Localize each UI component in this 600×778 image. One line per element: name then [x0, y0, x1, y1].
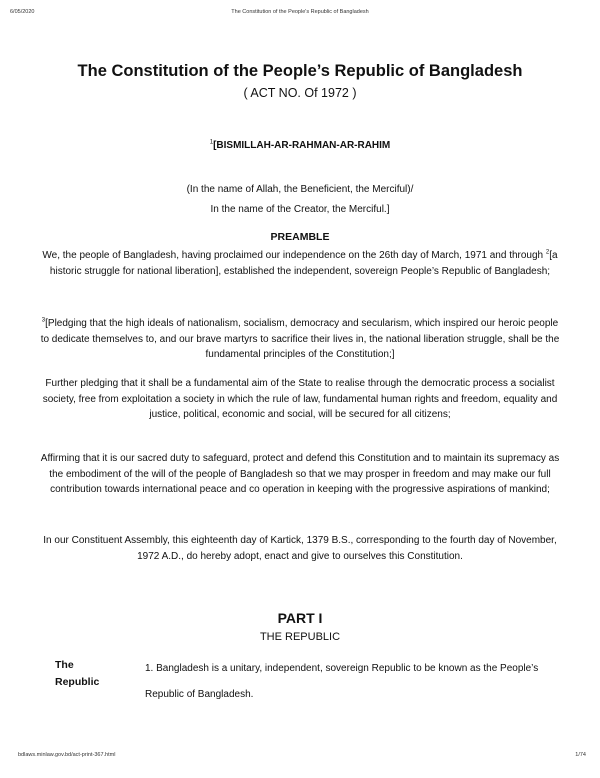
preamble-paragraph-4: Affirming that it is our sacred duty to safeguard, protect and defend this Constitution and to maintain its supremacy as the embodiment of the will of the people of Bangladesh so that we may prosper in freedom and may make our full contribution towards international peace and co operation in keeping with the progressive aspirations of mankind;: [40, 453, 560, 495]
invocation-line-2: In the name of the Creator, the Merciful.]: [210, 204, 390, 215]
footnote-ref-1[interactable]: 1: [209, 139, 214, 146]
preamble-paragraph-3: Further pledging that it shall be a fundamental aim of the State to realise through the democratic process a socialist society, free from exploitation a society in which the rule of law, fundamental human rights and freedom, equality and justice, political, economic and social, will be secured for all citizens;: [42, 378, 558, 420]
page-number: 1/74: [575, 752, 586, 758]
document-title: The Constitution of the People’s Republic of Bangladesh: [77, 62, 523, 80]
bismillah-text: [BISMILLAH-AR-RAHMAN-AR-RAHIM: [213, 140, 391, 151]
act-number: ( ACT NO. Of 1972 ): [243, 86, 357, 100]
preamble-paragraph-5: In our Constituent Assembly, this eighteenth day of Kartick, 1379 B.S., corresponding to the fourth day of November, 1972 A.D., do hereby adopt, enact and give to ourselves this Constitution.: [43, 535, 557, 562]
part-subheading: THE REPUBLIC: [259, 631, 341, 643]
side-heading-line-2: Republic: [55, 676, 100, 688]
footnote-ref-3[interactable]: 3: [41, 317, 46, 324]
footnote-ref-2[interactable]: 2: [545, 249, 550, 256]
print-header-title: The Constitution of the People's Republic of Bangladesh: [231, 9, 369, 15]
p2-text: [Pledging that the high ideals of nationalism, socialism, democracy and secularism, which inspired our heroic people to dedicate themselves to, and our brave martyrs to sacrifice their lives in, the national liberation struggle, shall be the fundamental principles of the Constitution;]: [40, 318, 560, 360]
invocation: [40, 180, 560, 220]
p1-text-b: [a historic struggle for national liberation], established the independent, sovereign People’s Republic of Bangladesh;: [49, 250, 558, 277]
article-side-heading: [55, 657, 125, 691]
preamble-heading: PREAMBLE: [270, 231, 330, 243]
side-heading-line-1: The: [55, 659, 74, 671]
bismillah-heading: [40, 140, 560, 151]
p1-text-a: We, the people of Bangladesh, having proclaimed our independence on the 26th day of March, 1971 and through: [42, 250, 546, 261]
part-heading: PART I: [277, 610, 323, 626]
print-date: 6/05/2020: [10, 9, 35, 15]
preamble-paragraph-1: [40, 248, 560, 279]
preamble-paragraph-2: [40, 316, 560, 363]
article-1: 1. Bangladesh is a unitary, independent, sovereign Republic to be known as the People’s Republic of Bangladesh.: [145, 663, 539, 700]
footer-url: bdlaws.minlaw.gov.bd/act-print-367.html: [18, 752, 116, 758]
invocation-line-1: (In the name of Allah, the Beneficient, the Merciful)/: [186, 184, 414, 195]
